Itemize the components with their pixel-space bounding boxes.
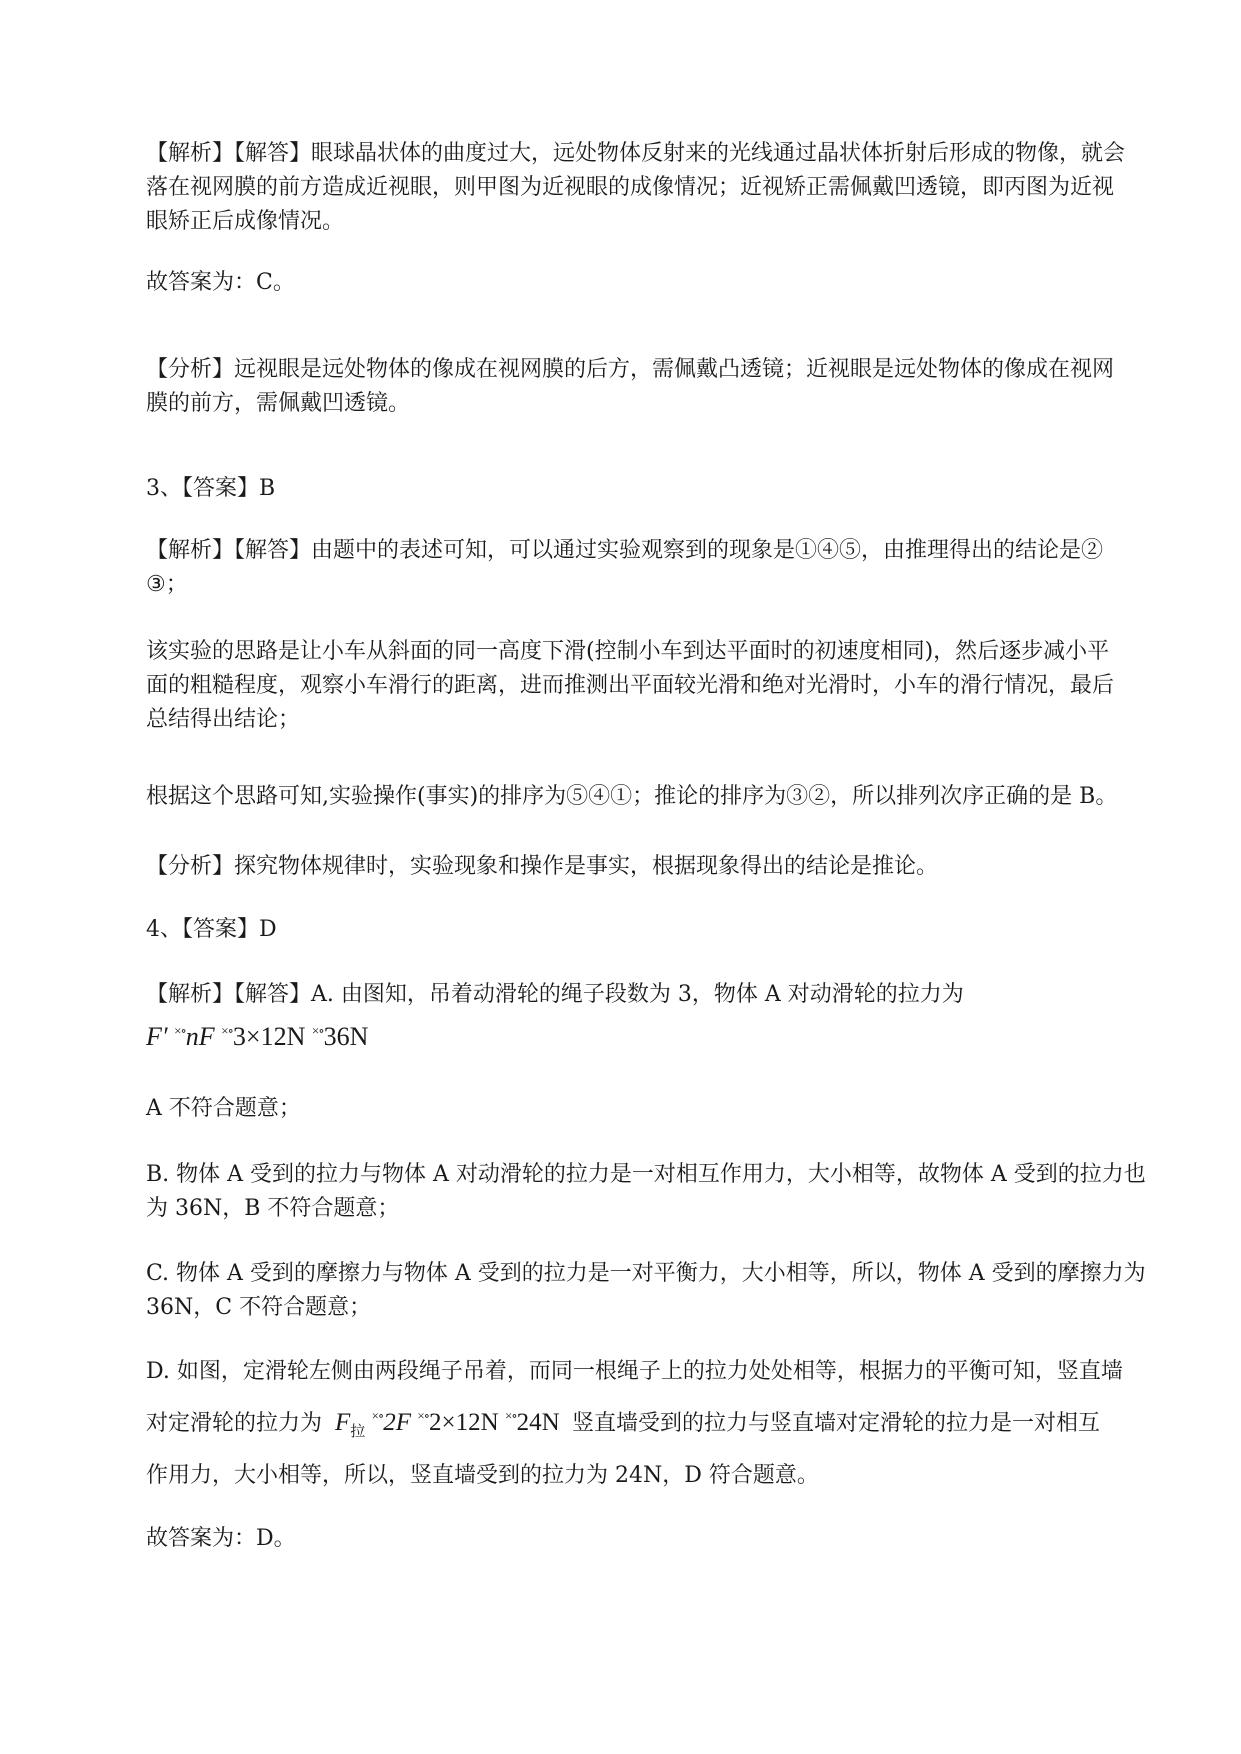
text-line: D. 如图，定滑轮左侧由两段绳子吊着，而同一根绳子上的拉力处处相等，根据力的平衡可知，竖直墙: [146, 1359, 1123, 1384]
option-d-paragraph: [146, 1355, 1144, 1493]
text-line: B. 物体 A 受到的拉力与物体 A 对动滑轮的拉力是一对相互作用力，大小相等，故物体 A 受到的拉力也: [146, 1162, 1146, 1187]
text-line: 面的粗糙程度，观察小车滑行的距离，进而推测出平面较光滑和绝对光滑时，小车的滑行情况，最后: [146, 673, 1115, 698]
answer-heading-q3: [146, 472, 1144, 506]
formula-term: 36N: [323, 1022, 369, 1051]
analysis-paragraph-q3: [146, 534, 1144, 602]
text-line: 膜的前方，需佩戴凹透镜。: [146, 391, 411, 416]
analysis-note-q2: [146, 353, 1144, 421]
formula-symbol: ×∘: [417, 1408, 430, 1423]
text-fragment: 竖直墙受到的拉力与竖直墙对定滑轮的拉力是一对相互: [571, 1411, 1100, 1436]
text-line: 【解析】【解答】A. 由图知，吊着动滑轮的绳子段数为 3，物体 A 对动滑轮的拉力为: [146, 982, 964, 1007]
inline-formula: [335, 1408, 566, 1440]
formula-symbol: ×∘: [504, 1408, 517, 1423]
analysis-paragraph-q4-a: [146, 978, 1144, 1054]
text-line: 3、【答案】B: [146, 476, 276, 501]
text-line: 【解析】【解答】由题中的表述可知，可以通过实验观察到的现象是①④⑤，由推理得出的结论是②: [146, 538, 1104, 563]
formula-term: nF: [185, 1022, 215, 1051]
text-line: 作用力，大小相等，所以，竖直墙受到的拉力为 24N，D 符合题意。: [146, 1463, 819, 1488]
analysis-note-q3: [146, 850, 1144, 884]
formula-term: F: [335, 1409, 351, 1436]
text-line: 故答案为：D。: [146, 1526, 296, 1551]
text-line: ③；: [146, 572, 188, 597]
text-line: 【解析】【解答】眼球晶状体的曲度过大，远处物体反射来的光线通过晶状体折射后形成的物像，就会: [146, 141, 1126, 166]
formula-term: 2×12N: [429, 1409, 499, 1436]
text-line: 【分析】远视眼是远处物体的像成在视网膜的后方，需佩戴凸透镜；近视眼是远处物体的像成在视网: [146, 357, 1115, 382]
formula-subscript: 拉: [350, 1424, 366, 1440]
answer-heading-q4: [146, 913, 1144, 947]
option-b-paragraph: [146, 1158, 1144, 1226]
answer-line-q2: [146, 266, 1144, 300]
analysis-paragraph-q2: [146, 137, 1144, 239]
text-line: 36N，C 不符合题意；: [146, 1295, 372, 1320]
ordering-conclusion: [146, 780, 1144, 814]
option-c-paragraph: [146, 1257, 1144, 1325]
text-line: 为 36N，B 不符合题意；: [146, 1196, 400, 1221]
text-line: 故答案为：C。: [146, 270, 295, 295]
text-line: 根据这个思路可知,实验操作(事实)的排序为⑤④①；推论的排序为③②，所以排列次序正确的是 B。: [146, 784, 1118, 809]
text-line: 该实验的思路是让小车从斜面的同一高度下滑(控制小车到达平面时的初速度相同)，然后逐步减小平: [146, 639, 1110, 664]
formula-symbol: ×∘: [174, 1023, 186, 1038]
text-line: 眼矫正后成像情况。: [146, 209, 345, 234]
text-line: A 不符合题意；: [146, 1096, 301, 1121]
formula-symbol: ×∘: [371, 1408, 384, 1423]
formula-symbol: ×∘: [311, 1023, 324, 1038]
formula-symbol: ×∘: [221, 1023, 233, 1038]
formula-term: 24N: [516, 1409, 560, 1436]
text-line: 落在视网膜的前方造成近视眼，则甲图为近视眼的成像情况；近视矫正需佩戴凹透镜，即丙图为近视: [146, 175, 1115, 200]
text-line: 总结得出结论；: [146, 707, 301, 732]
answer-line-q4: [146, 1522, 1144, 1556]
text-fragment: 对定滑轮的拉力为: [146, 1411, 323, 1436]
experiment-description-paragraph: [146, 635, 1144, 737]
option-a-conclusion: [146, 1092, 1144, 1126]
text-line: 【分析】探究物体规律时，实验现象和操作是事实，根据现象得出的结论是推论。: [146, 854, 939, 879]
formula-line: [146, 1014, 1144, 1054]
text-line: 4、【答案】D: [146, 917, 277, 942]
formula-term: 2F: [383, 1409, 412, 1436]
formula-term: 3×12N: [232, 1022, 306, 1051]
formula-term: F′: [146, 1022, 168, 1051]
text-line: C. 物体 A 受到的摩擦力与物体 A 受到的拉力是一对平衡力，大小相等，所以，物体 A 受到的摩擦力为: [146, 1261, 1146, 1286]
text-line-with-math: [146, 1399, 1144, 1449]
